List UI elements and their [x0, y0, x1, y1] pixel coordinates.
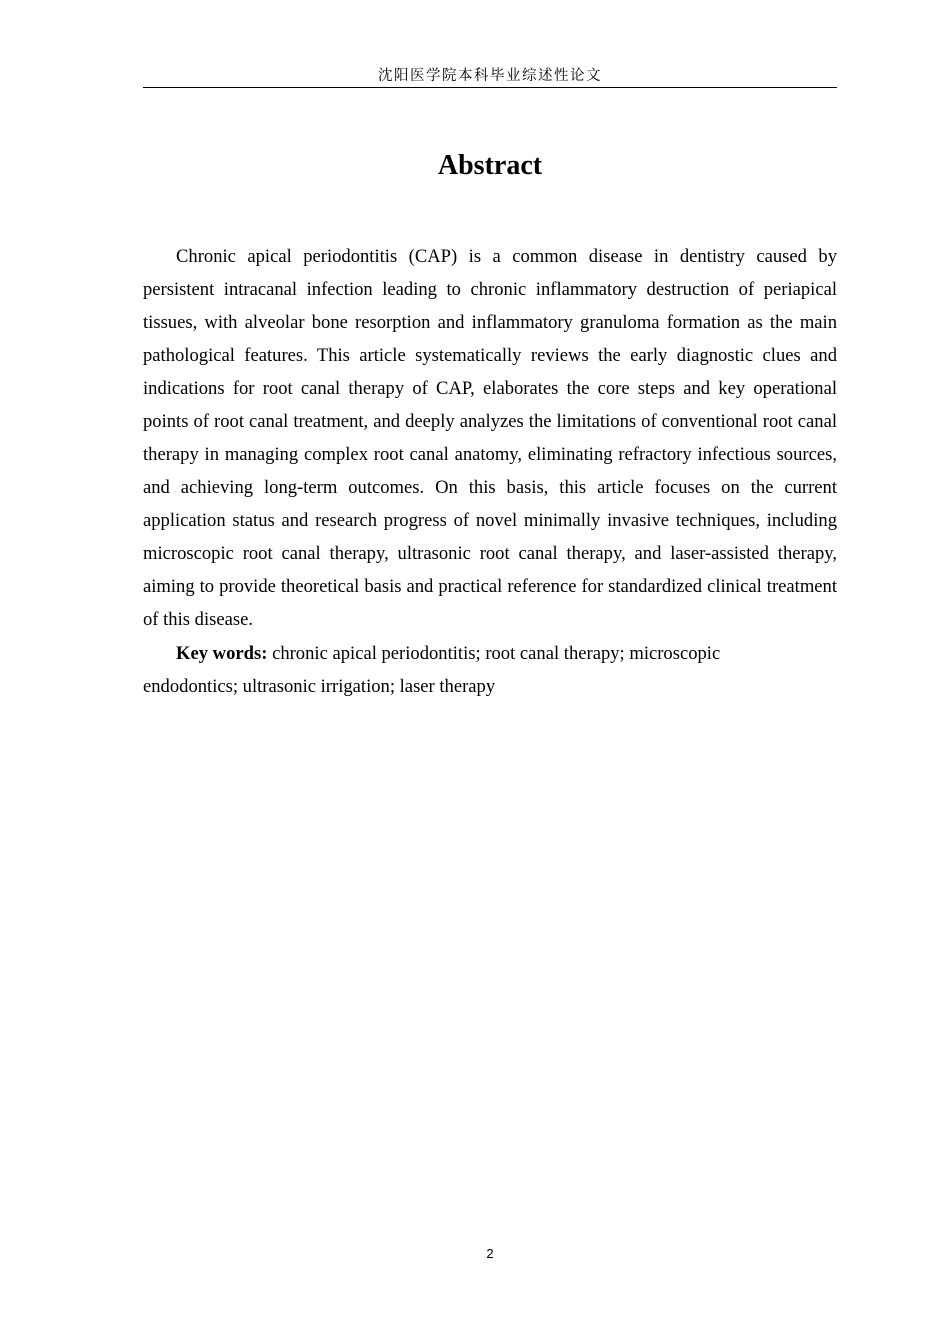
page-number: 2 [486, 1246, 494, 1261]
abstract-body: Chronic apical periodontitis (CAP) is a common disease in dentistry caused by persistent intracanal infection leading to chronic inflammatory destruction of periapical tissues, with alveolar bone resorption and inflammatory granuloma formation as the main pathological features. This article systematically reviews the early diagnostic clues and indications for root canal therapy of CAP, elaborates the core steps and key operational points of root canal treatment, and deeply analyzes the limitations of conventional root canal therapy in managing complex root canal anatomy, eliminating refractory infectious sources, and achieving long-term outcomes. On this basis, this article focuses on the current application status and research progress of novel minimally invasive techniques, including microscopic root canal therapy, ultrasonic root canal therapy, and laser-assisted therapy, aiming to provide theoretical basis and practical reference for standardized clinical treatment of this disease. [143, 246, 837, 630]
keywords-paragraph [143, 637, 837, 703]
abstract-title: Abstract [437, 150, 543, 181]
keywords-label: Key words: [176, 643, 268, 664]
keywords-line-1: chronic apical periodontitis; root canal therapy; microscopic [267, 643, 721, 664]
keywords-line-2: endodontics; ultrasonic irrigation; laser therapy [143, 676, 496, 697]
header-rule [143, 87, 837, 88]
running-header: 沈阳医学院本科毕业综述性论文 [378, 68, 602, 84]
